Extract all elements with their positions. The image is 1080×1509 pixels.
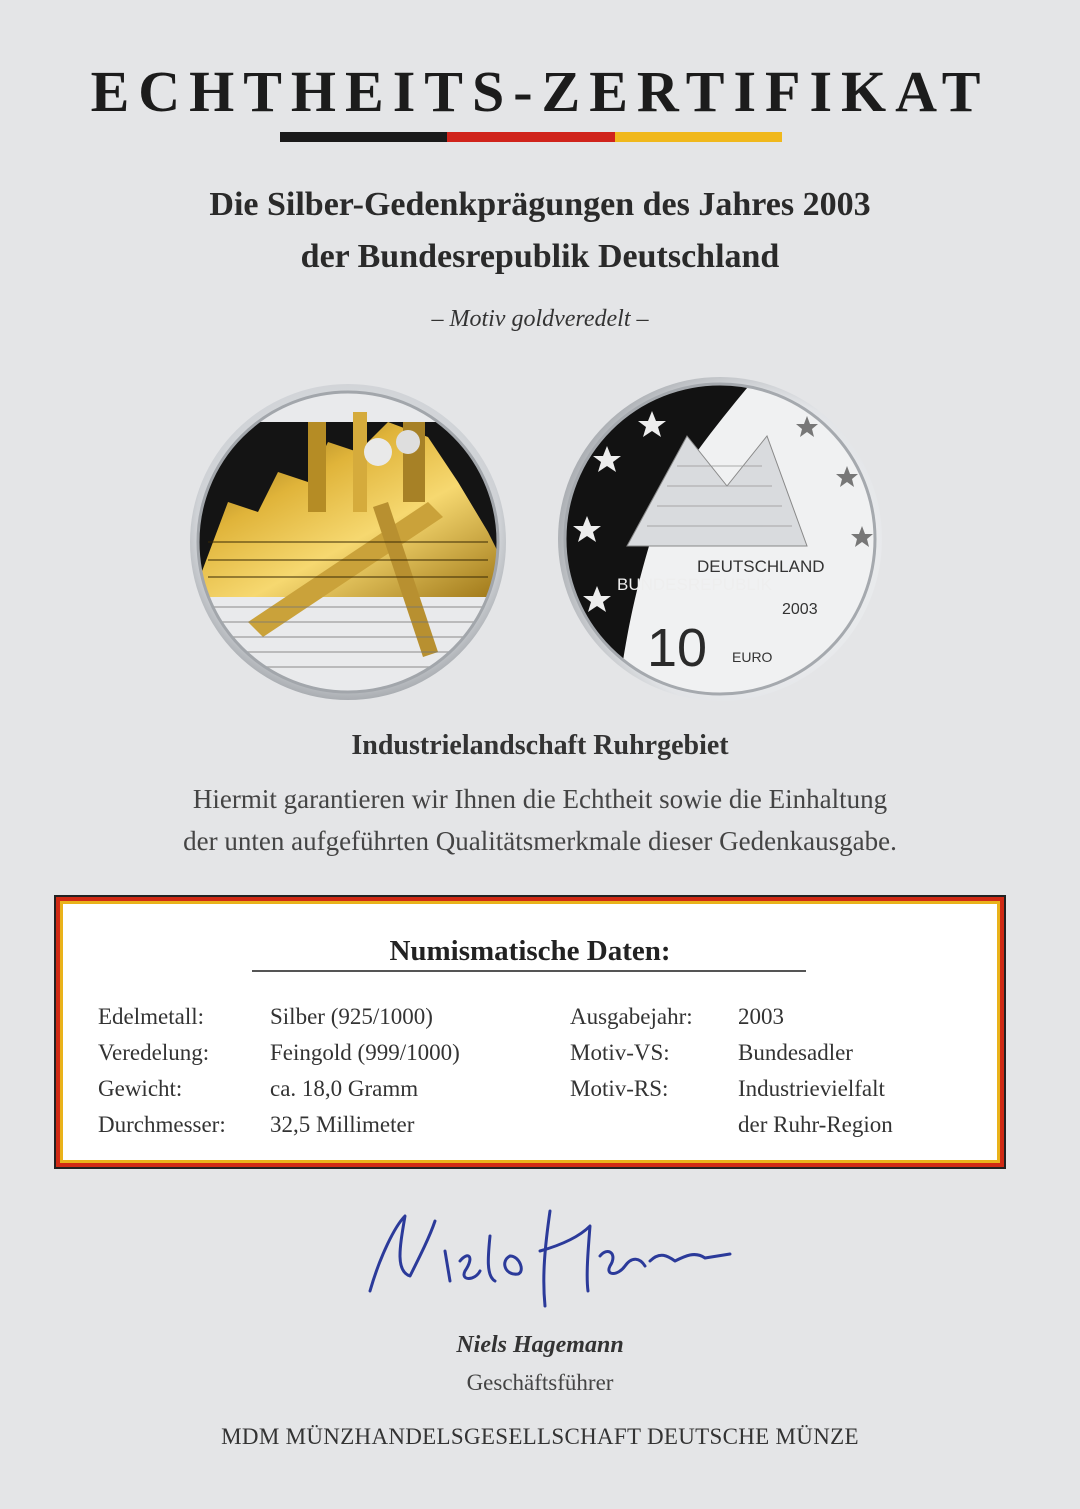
numismatic-heading: Numismatische Daten: xyxy=(389,935,671,967)
value-motiv-vs: Bundesadler xyxy=(738,1040,853,1065)
coin-text-value: 10 xyxy=(647,618,708,678)
value-veredelung: Feingold (999/1000) xyxy=(270,1040,460,1065)
heading-divider xyxy=(252,970,806,972)
value-motiv-rs: Industrievielfalt xyxy=(738,1076,885,1101)
coin-text-year: 2003 xyxy=(782,601,818,618)
german-flag-stripe xyxy=(280,132,782,142)
handwritten-signature-icon xyxy=(350,1196,750,1316)
coin-text-deutschland: DEUTSCHLAND xyxy=(697,557,825,576)
guarantee-line-1: Hiermit garantieren wir Ihnen die Echtheit sowie die Einhaltung xyxy=(192,784,888,814)
coin-title: Industrielandschaft Ruhrgebiet xyxy=(351,730,729,761)
coin-text-unit: EURO xyxy=(732,649,773,665)
label-edelmetall: Edelmetall: xyxy=(98,1004,205,1029)
label-ausgabejahr: Ausgabejahr: xyxy=(570,1004,693,1029)
value-ausgabejahr: 2003 xyxy=(738,1004,784,1029)
label-motiv-vs: Motiv-VS: xyxy=(570,1040,670,1065)
guarantee-line-2: der unten aufgeführten Qualitätsmerkmale dieser Gedenkausgabe. xyxy=(183,826,897,856)
motiv-note: – Motiv goldveredelt – xyxy=(431,306,649,332)
subtitle-line-1: Die Silber-Gedenkprägungen des Jahres 2003 xyxy=(209,186,871,223)
company-name: MDM MÜNZHANDELSGESELLSCHAFT DEUTSCHE MÜNZE xyxy=(221,1424,859,1449)
label-durchmesser: Durchmesser: xyxy=(98,1112,226,1137)
numismatic-data-box xyxy=(56,897,1004,1167)
signer-role: Geschäftsführer xyxy=(466,1370,614,1395)
label-motiv-rs: Motiv-RS: xyxy=(570,1076,669,1101)
label-veredelung: Veredelung: xyxy=(98,1040,210,1065)
flag-black-band xyxy=(280,132,447,142)
value-gewicht: ca. 18,0 Gramm xyxy=(270,1076,419,1101)
label-gewicht: Gewicht: xyxy=(98,1076,183,1101)
certificate-title: ECHTHEITS-ZERTIFIKAT xyxy=(90,59,990,124)
flag-gold-band xyxy=(615,132,782,142)
eagle-euro-coin-icon xyxy=(557,376,883,702)
subtitle-line-2: der Bundesrepublik Deutschland xyxy=(300,238,780,275)
value-motiv-rs-line2: der Ruhr-Region xyxy=(738,1112,893,1137)
value-durchmesser: 32,5 Millimeter xyxy=(270,1112,415,1137)
coin-text-bundesrepublik: BUNDESREPUBLIK xyxy=(617,575,772,594)
value-edelmetall: Silber (925/1000) xyxy=(270,1004,433,1029)
gold-plated-industrial-landscape-coin-icon xyxy=(188,382,508,702)
flag-red-band xyxy=(447,132,614,142)
signer-name: Niels Hagemann xyxy=(456,1332,624,1358)
